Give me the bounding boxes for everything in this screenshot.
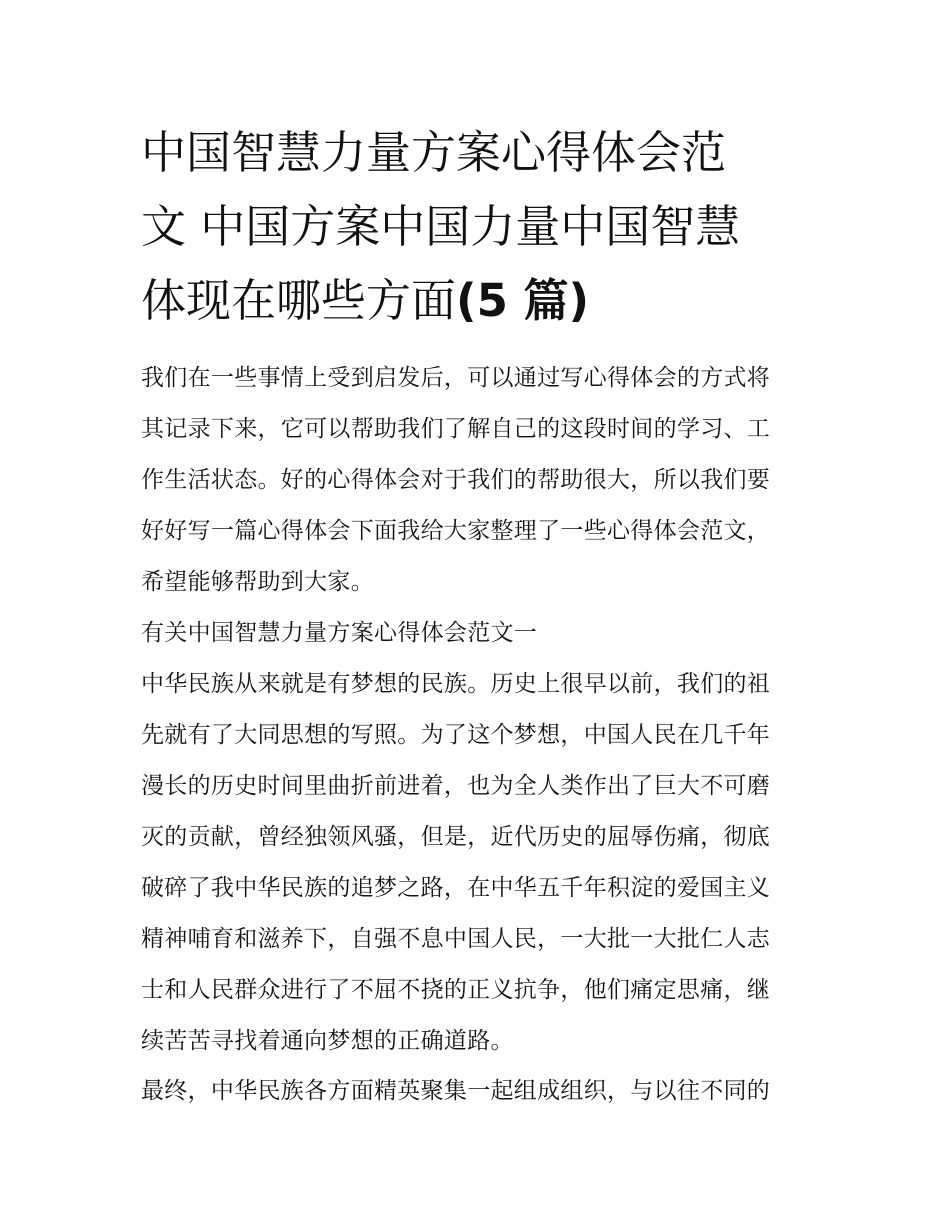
section-line-7: 士和人民群众进行了不屈不挠的正义抗争，他们痛定思痛，继 (141, 977, 771, 1003)
intro-line-5: 希望能够帮助到大家。 (141, 569, 374, 595)
section-line-4: 灭的贡献，曾经独领风骚，但是，近代历史的屈辱伤痛，彻底 (141, 824, 771, 850)
section-line-5: 破碎了我中华民族的追梦之路，在中华五千年积淀的爱国主义 (141, 875, 771, 901)
section-heading-text: 有关中国智慧力量方案心得体会范文一 (141, 620, 538, 646)
section-line-3: 漫长的历史时间里曲折前进着，也为全人类作出了巨大不可磨 (141, 773, 771, 799)
document-title (141, 116, 821, 338)
section-line-8: 续苦苦寻找着通向梦想的正确道路。 (141, 1028, 514, 1054)
title-line-3-text: 体现在哪些方面 (141, 274, 457, 327)
section-heading (141, 608, 821, 659)
title-line-3 (141, 264, 821, 338)
section-paragraph (141, 659, 821, 1067)
intro-line-4: 好好写一篇心得体会下面我给大家整理了一些心得体会范文， (141, 518, 771, 544)
section-line-2: 先就有了大同思想的写照。为了这个梦想，中国人民在几千年 (141, 722, 771, 748)
closing-paragraph (141, 1066, 821, 1117)
section-line-1: 中华民族从来就是有梦想的民族。历史上很早以前，我们的祖 (141, 671, 771, 697)
closing-line-1: 最终，中华民族各方面精英聚集一起组成组织，与以往不同的 (141, 1078, 771, 1104)
title-line-1: 中国智慧力量方案心得体会范 (141, 126, 727, 179)
section-line-6: 精神哺育和滋养下，自强不息中国人民，一大批一大批仁人志 (141, 926, 771, 952)
intro-paragraph (141, 353, 821, 608)
intro-line-2: 其记录下来，它可以帮助我们了解自己的这段时间的学习、工 (141, 416, 771, 442)
intro-line-3: 作生活状态。好的心得体会对于我们的帮助很大，所以我们要 (141, 467, 771, 493)
title-count-suffix: (5 篇) (456, 274, 590, 327)
title-line-2: 文 中国方案中国力量中国智慧 (141, 200, 741, 253)
intro-line-1: 我们在一些事情上受到启发后，可以通过写心得体会的方式将 (141, 365, 771, 391)
